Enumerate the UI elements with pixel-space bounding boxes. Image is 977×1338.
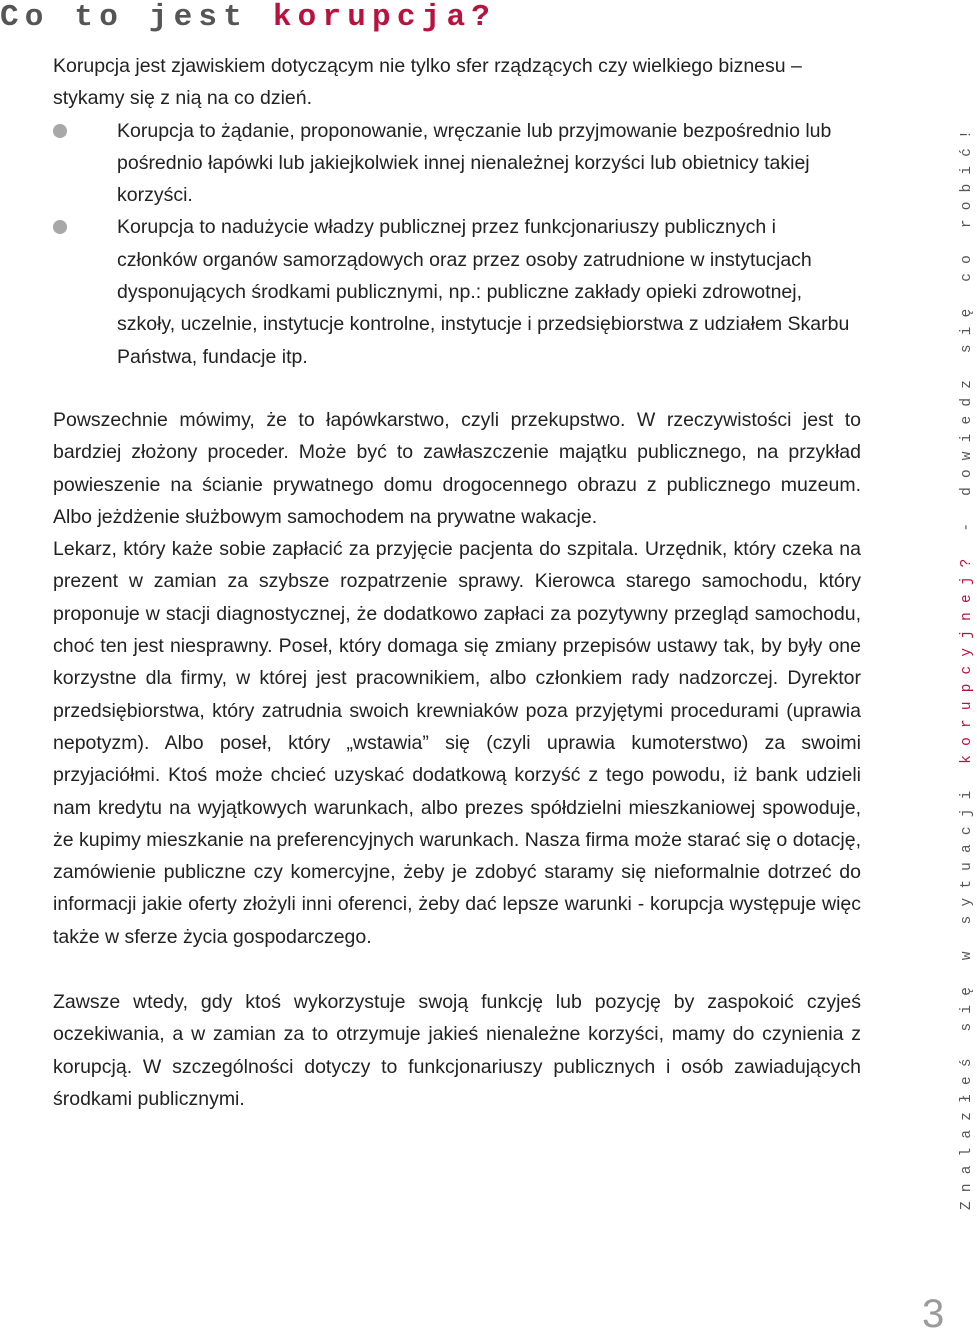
title-accent: korupcja?	[272, 0, 497, 35]
body-paragraph: Lekarz, który każe sobie zapłacić za przyjęcie pacjenta do szpitala. Urzędnik, który czeka na prezent w zamian za szybsze rozpatrzenie sprawy. Kierowca starego samochodu, który proponuje w stacji diagnostycznej, że dodatkowo zapłaci za pozytywny przegląd samochodu, choć ten jest niesprawny. Poseł, który domaga się zmiany przepisów ustawy tak, by były one korzystne dla firmy, w której jest pracownikiem, albo członkiem rady nadzorczej. Dyrektor przedsiębiorstwa, który zatrudnia swoich krewniaków poza przyjętymi procedurami (uprawia nepotyzm). Albo poseł, który „wstawia” się (czyli uprawia kumoterstwo) za swoimi przyjaciółmi. Ktoś może chcieć uzyskać dodatkową korzyść z tego powodu, iż bank udzieli nam kredytu na wyjątkowych warunkach, albo prezes spółdzielni mieszkaniowej spowoduje, że kupimy mieszkanie na preferencyjnych warunkach. Nasza firma może starać się o dotację, zamówienie publiczne czy komercyjne, żeby je zdobyć staramy się nieformalnie dotrzeć do informacji jakie oferty złożyli inni oferenci, żeby dać lepsze warunki - korupcja występuje więc także w sferze życia gospodarczego.	[53, 538, 861, 948]
definition-text: Korupcja to nadużycie władzy publicznej przez funkcjonariuszy publicznych i członków organów samorządowych oraz przez osoby zatrudnione w instytucjach dysponujących środkami publicznymi, np.: publiczne zakłady opieki zdrowotnej, szkoły, uczelnie, instytucje kontrolne, instytucje i przedsiębiorstwa z udziałem Skarbu Państwa, fundacje itp.	[117, 216, 850, 368]
body-paragraph: Powszechnie mówimy, że to łapówkarstwo, czyli przekupstwo. W rzeczywistości jest to bardziej złożony proceder. Może być to zawłaszczenie majątku publicznego, na przykład powieszenie na ścianie prywatnego domu drogocennego obrazu z publicznego muzeum. Albo jeżdżenie służbowym samochodem na prywatne wakacje.	[53, 408, 861, 528]
definition-list	[53, 115, 861, 373]
body-paragraph: Zawsze wtedy, gdy ktoś wykorzystuje swoją funkcję lub pozycję by zaspokoić czyjeś oczekiwania, a w zamian za to otrzymuje jakieś nienależne korzyści, mamy do czynienia z korupcją. W szczególności dotyczy to funkcjonariuszy publicznych i osób zawiadujących środkami publicznymi.	[53, 991, 861, 1110]
spacer	[53, 953, 861, 986]
main-content	[53, 50, 861, 1115]
vertical-sidebar-caption	[957, 121, 977, 1210]
page-title	[0, 0, 496, 38]
title-lead: Co to jest	[0, 0, 273, 35]
bullet-dot-icon	[53, 220, 67, 234]
page-number: 3	[922, 1292, 945, 1336]
sidebar-tail: - dowiedz się co robić!	[959, 121, 975, 550]
sidebar-accent: korupcyjnej?	[959, 549, 975, 764]
sidebar-lead: Znalazłeś się w sytuacji	[959, 763, 975, 1210]
definition-item	[53, 115, 861, 212]
spacer	[53, 373, 861, 404]
definition-text: Korupcja to żądanie, proponowanie, wręczanie lub przyjmowanie bezpośrednio lub pośrednio łapówki lub jakiejkolwiek innej nienależnej korzyści lub obietnicy takiej korzyści.	[117, 119, 832, 207]
definition-item	[53, 211, 861, 372]
bullet-dot-icon	[53, 124, 67, 138]
intro-paragraph: Korupcja jest zjawiskiem dotyczącym nie tylko sfer rządzących czy wielkiego biznesu – stykamy się z nią na co dzień.	[53, 55, 802, 110]
